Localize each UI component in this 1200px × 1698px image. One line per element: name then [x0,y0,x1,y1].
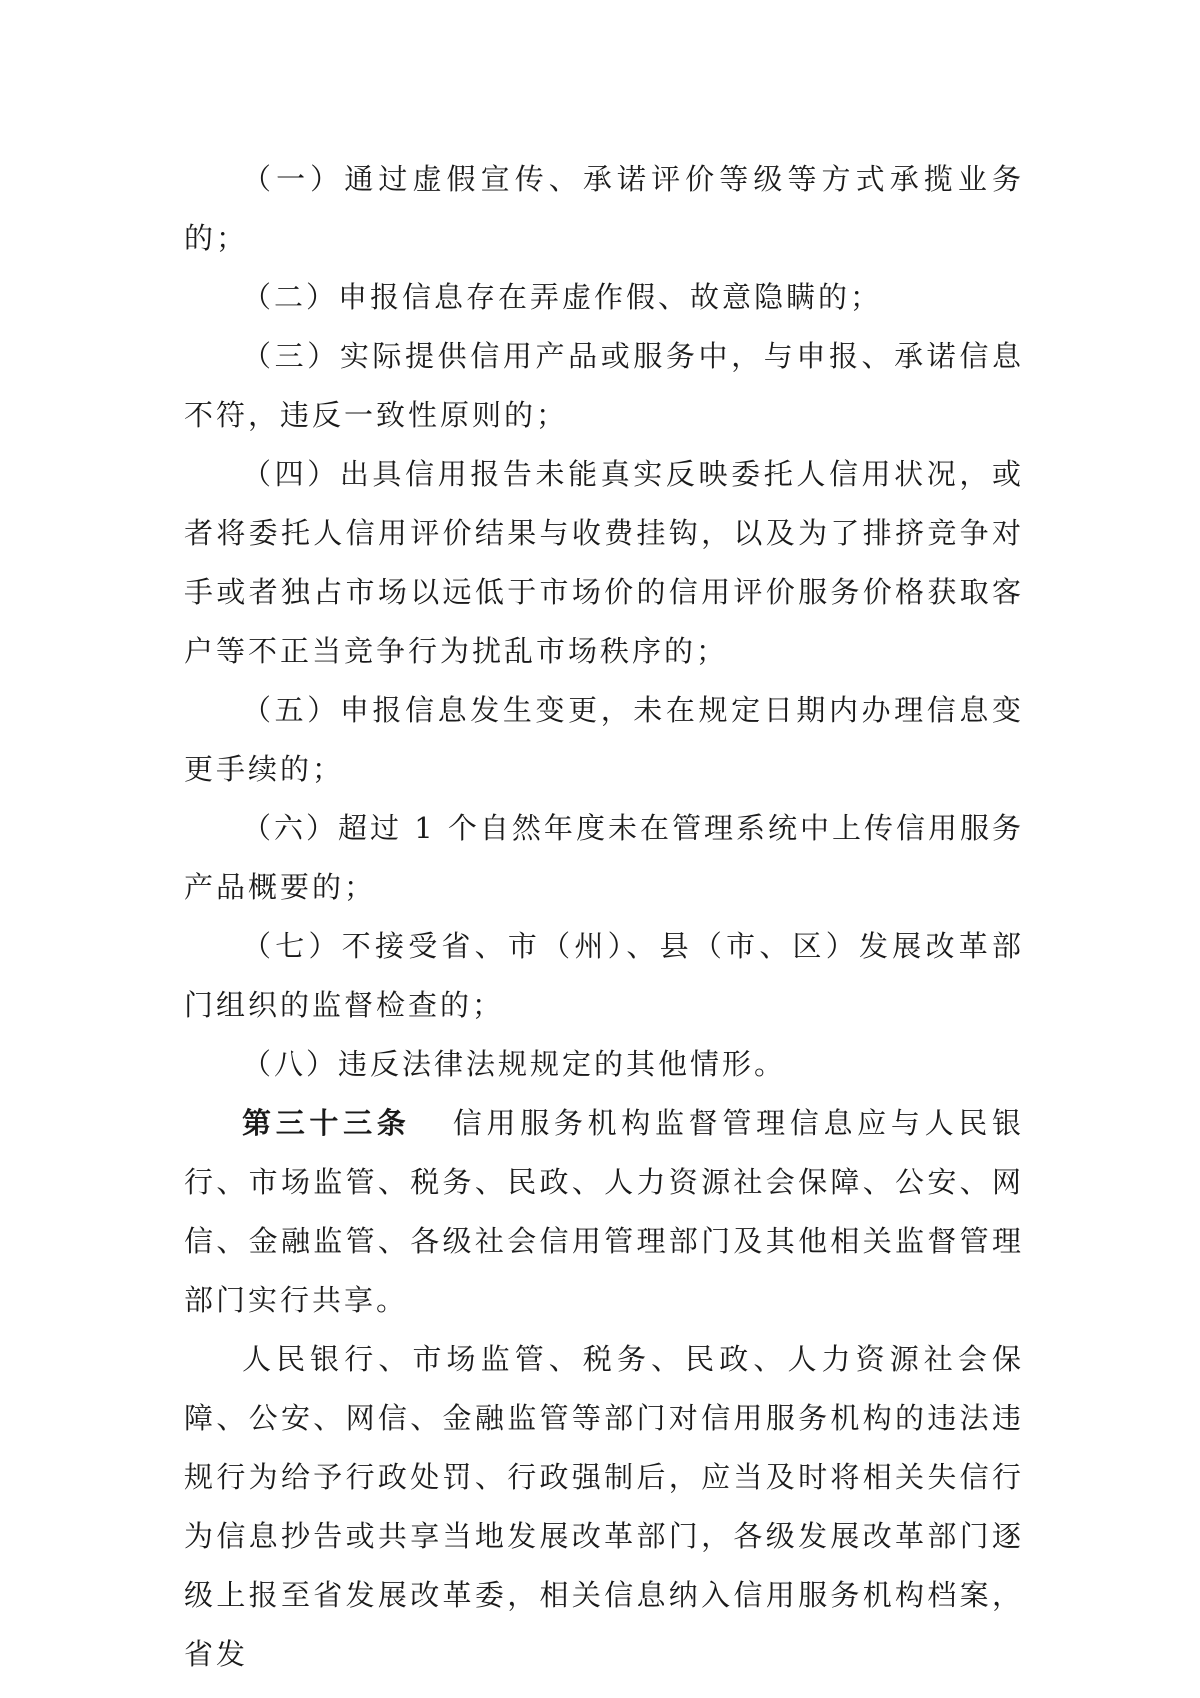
list-item-6: （六）超过 1 个自然年度未在管理系统中上传信用服务产品概要的； [184,811,1024,904]
list-item-8: （八）违反法律法规规定的其他情形。 [242,1047,787,1081]
list-item-4: （四）出具信用报告未能真实反映委托人信用状况，或者将委托人信用评价结果与收费挂钩，以及为了排挤竞争对手或者独占市场以远低于市场价的信用评价服务价格获取客户等不正当竞争行为扰乱市场秩序的； [184,457,1024,668]
list-item-2: （二）申报信息存在弄虚作假、故意隐瞒的； [242,280,883,314]
article-body: 信用服务机构监督管理信息应与人民银行、市场监管、税务、民政、人力资源社会保障、公安、网信、金融监管、各级社会信用管理部门及其他相关监督管理部门实行共享。 [184,1106,1024,1317]
article-title: 第三十三条 [242,1106,411,1140]
list-item-1: （一）通过虚假宣传、承诺评价等级等方式承揽业务的； [184,162,1024,255]
document-body [184,150,1024,1684]
list-item-7: （七）不接受省、市（州）、县（市、区）发展改革部门组织的监督检查的； [184,929,1024,1022]
list-item-3: （三）实际提供信用产品或服务中，与申报、承诺信息不符，违反一致性原则的； [184,339,1024,432]
paragraph-2: 人民银行、市场监管、税务、民政、人力资源社会保障、公安、网信、金融监管等部门对信用服务机构的违法违规行为给予行政处罚、行政强制后，应当及时将相关失信行为信息抄告或共享当地发展改革部门，各级发展改革部门逐级上报至省发展改革委，相关信息纳入信用服务机构档案，省发 [184,1342,1024,1671]
article-paragraph [184,1094,1024,1330]
list-item-5: （五）申报信息发生变更，未在规定日期内办理信息变更手续的； [184,693,1024,786]
